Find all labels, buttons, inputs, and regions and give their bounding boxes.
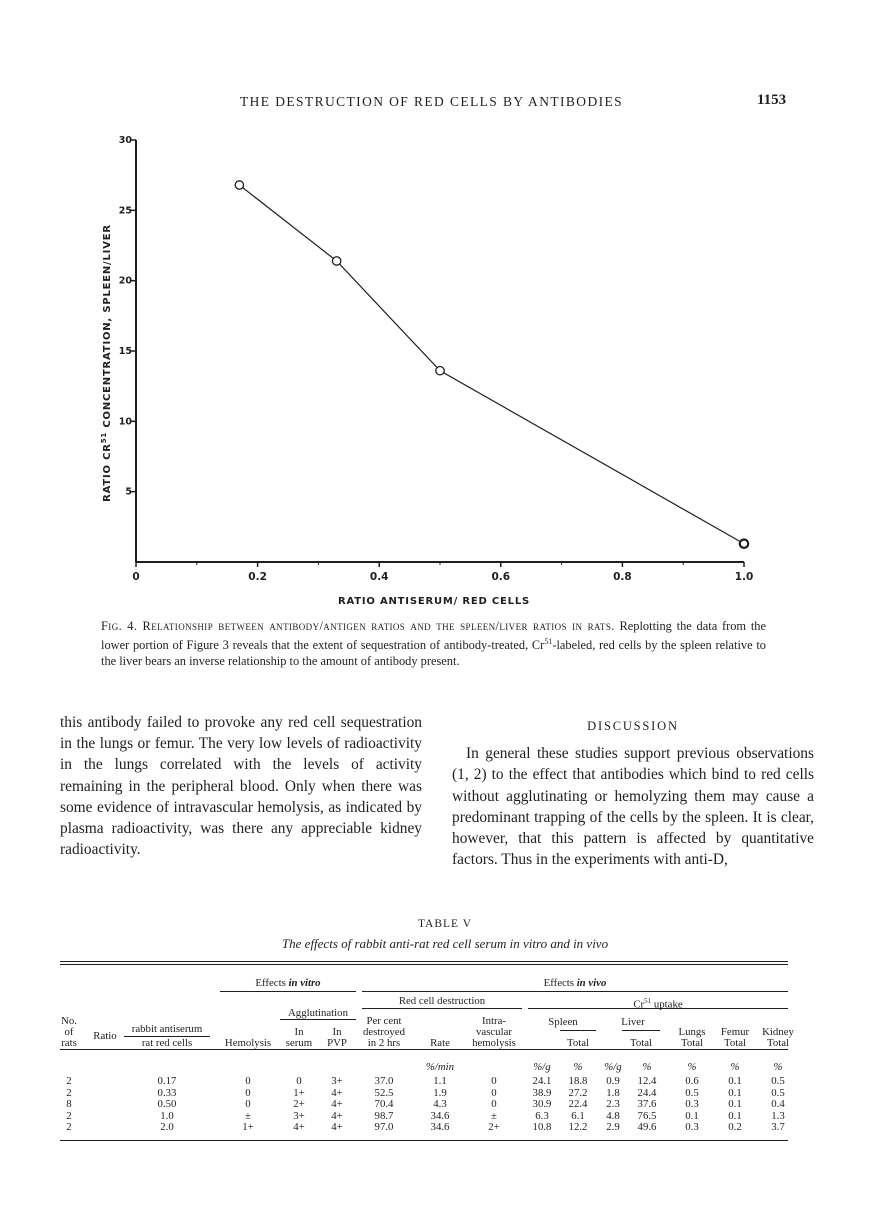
table-bottom-rule: [60, 1140, 788, 1141]
cell-spleen-per-g: 10.8: [532, 1121, 552, 1133]
cell-spleen-per-g: 38.9: [532, 1086, 552, 1099]
y-tick-label: 5: [125, 486, 132, 498]
cell-in-serum: 1+: [293, 1086, 305, 1099]
header-in-serum: [282, 1027, 316, 1049]
discussion-paragraph: In general these studies support previous observations (1, 2) to the effect that antibodies which bind to red cells without agglutinating or hemolyzing them may cause a predominant trapping of the cells by the spleen. It is clear, however, that this pattern is affected by quantitative factors. Thus in the experiments with anti-D,: [452, 745, 814, 869]
uptake-suffix: uptake: [651, 998, 683, 1011]
cell-in-serum: 2+: [293, 1098, 305, 1110]
header-red-cell-destruction: Red cell destruction: [398, 995, 486, 1007]
no-line-1: No.: [61, 1015, 77, 1027]
cell-spleen-total: 27.2: [568, 1086, 588, 1099]
cell-in-pvp: 4+: [331, 1098, 343, 1110]
unit-liver-g: %/g: [604, 1061, 622, 1073]
header-no-of-rats: [58, 1016, 80, 1049]
x-axis-label: RATIO ANTISERUM/ RED CELLS: [337, 596, 531, 607]
no-line-2: of: [64, 1026, 74, 1038]
cell-in-pvp: 4+: [331, 1121, 343, 1133]
cell-spleen-total: 18.8: [568, 1075, 588, 1087]
x-tick-label: 0.2: [248, 571, 267, 583]
y-tick-label: 10: [118, 416, 132, 428]
header-hemolysis: Hemolysis: [224, 1037, 272, 1049]
header-ratio-numerator: rabbit antiserum: [131, 1023, 203, 1035]
x-tick-label: 0: [132, 571, 140, 583]
figure-caption: [101, 618, 766, 669]
cell-ratio: 1.0: [160, 1109, 174, 1122]
right-column: [452, 712, 814, 870]
cell-femur-total: 0.1: [728, 1086, 742, 1099]
cell-kidney-total: 0.5: [771, 1075, 785, 1087]
cell-spleen-per-g: 6.3: [535, 1109, 549, 1122]
cell-spleen-per-g: 24.1: [532, 1075, 552, 1087]
cell-lungs-total: 0.3: [685, 1098, 699, 1110]
unit-spleen-total: %: [573, 1061, 583, 1073]
cell-liver-per-g: 1.8: [606, 1086, 620, 1099]
destroyed-line-2: destroyed: [363, 1026, 405, 1038]
kidney-line-2: Total: [766, 1037, 790, 1049]
cell-spleen-total: 12.2: [568, 1121, 588, 1133]
header-ratio-denominator: rat red cells: [141, 1037, 193, 1049]
unit-kidney: %: [773, 1061, 783, 1073]
cell-rate: 4.3: [433, 1098, 447, 1110]
cell-in-serum: 4+: [293, 1121, 305, 1133]
header-kidney: [758, 1027, 798, 1049]
x-tick-label: 0.8: [613, 571, 632, 583]
cell-in-pvp: 4+: [331, 1086, 343, 1099]
cell-intravascular: ±: [491, 1109, 497, 1122]
cell-spleen-total: 22.4: [568, 1098, 588, 1110]
header-in-vivo: [362, 978, 788, 989]
cell-liver-total: 76.5: [637, 1109, 657, 1122]
data-point: [740, 540, 748, 548]
cell-femur-total: 0.1: [728, 1098, 742, 1110]
cell-liver-total: 24.4: [637, 1086, 657, 1099]
cell-kidney-total: 3.7: [771, 1121, 785, 1133]
data-point: [235, 181, 243, 189]
header-liver-total: Total: [629, 1037, 653, 1049]
cell-spleen-total: 6.1: [571, 1109, 585, 1122]
uptake-sup: 51: [644, 997, 652, 1005]
cell-rate: 1.1: [433, 1075, 447, 1087]
cell-in-pvp: 4+: [331, 1109, 343, 1122]
in-vitro-rule: [220, 991, 356, 992]
header-per-cent-destroyed: [358, 1016, 410, 1049]
femur-line-1: Femur: [720, 1026, 750, 1038]
header-ratio: Ratio: [93, 1030, 117, 1042]
cell-hemolysis: 0: [245, 1075, 251, 1087]
cell-ratio: 2.0: [160, 1121, 174, 1133]
header-intravascular: [466, 1016, 522, 1049]
cell-kidney-total: 0.5: [771, 1086, 785, 1099]
cell-hemolysis: ±: [245, 1109, 251, 1122]
in-serum-line-1: In: [294, 1026, 304, 1038]
destroyed-line-3: in 2 hrs: [367, 1037, 401, 1049]
cell-no-of-rats: 8: [66, 1098, 72, 1110]
cell-intravascular: 0: [491, 1086, 497, 1099]
unit-spleen-g: %/g: [533, 1061, 551, 1073]
cell-per-cent-destroyed: 70.4: [374, 1098, 394, 1110]
left-column-text: this antibody failed to provoke any red cell sequestration in the lungs or femur. The very low levels of radioactivity in the lungs correlated with the levels of activity remaining in the peripheral blood. Only when there was some evidence of intravascular hemolysis, as indicated by plasma radioactivity, was there any appreciable kidney radioactivity.: [60, 714, 422, 859]
unit-lungs: %: [687, 1061, 697, 1073]
header-bottom-rule: [60, 1049, 788, 1050]
header-in-pvp: [320, 1027, 354, 1049]
in-vivo-prefix: Effects: [543, 977, 577, 989]
cell-per-cent-destroyed: 98.7: [374, 1109, 394, 1122]
unit-rate: %/min: [425, 1061, 455, 1073]
in-vitro-prefix: Effects: [255, 977, 289, 989]
intravascular-line-2: vascular: [476, 1026, 512, 1038]
cell-lungs-total: 0.6: [685, 1075, 699, 1087]
cell-per-cent-destroyed: 52.5: [374, 1086, 394, 1099]
in-pvp-line-2: PVP: [327, 1037, 347, 1049]
uptake-prefix: Cr: [633, 998, 645, 1011]
cell-intravascular: 0: [491, 1098, 497, 1110]
caption-body-after: -labeled, red cells by the spleen relative to the liver bears an inverse relationship to the amount of antibody present.: [101, 638, 767, 669]
in-pvp-line-1: In: [332, 1026, 342, 1038]
intravascular-line-1: Intra-: [482, 1015, 506, 1027]
data-line: [239, 185, 744, 544]
in-vivo-rule: [362, 991, 788, 992]
cell-femur-total: 0.1: [728, 1075, 742, 1087]
no-line-3: rats: [61, 1037, 77, 1049]
header-rate: Rate: [430, 1037, 450, 1049]
cell-liver-total: 49.6: [637, 1121, 657, 1133]
in-vivo-em: in vivo: [576, 977, 607, 989]
cell-kidney-total: 0.4: [771, 1098, 785, 1110]
caption-label: Fig. 4. Relationship between antibody/antigen ratios and the spleen/liver ratios in rats.: [101, 619, 615, 633]
cell-liver-per-g: 2.9: [606, 1121, 620, 1133]
header-lungs: [672, 1027, 712, 1049]
table-title: The effects of rabbit anti-rat red cell serum in vitro and in vivo: [281, 936, 609, 951]
unit-liver-total: %: [642, 1061, 652, 1073]
caption-body-before: Replotting the data from the lower portion of Figure 3 reveals that the extent of sequestration of antibody-treated, Cr: [101, 619, 766, 653]
running-head: THE DESTRUCTION OF RED CELLS BY ANTIBODIES: [240, 94, 624, 109]
x-tick-label: 0.4: [369, 571, 389, 583]
cell-lungs-total: 0.1: [685, 1109, 699, 1122]
x-tick-label: 0.6: [491, 571, 511, 583]
figure-4-chart: [96, 128, 776, 608]
header-femur: [714, 1027, 756, 1049]
in-vitro-em: in vitro: [288, 977, 321, 989]
cell-no-of-rats: 2: [66, 1121, 72, 1133]
discussion-heading: DISCUSSION: [587, 719, 679, 733]
y-axis-label: RATIO CR$^{51}$ CONCENTRATION, SPLEEN/LIVER: [100, 224, 113, 502]
cell-liver-total: 12.4: [637, 1075, 657, 1087]
agglutination-rule: [280, 1019, 356, 1020]
y-tick-label: 30: [118, 135, 132, 146]
in-serum-line-2: serum: [285, 1037, 313, 1049]
cell-intravascular: 2+: [488, 1121, 500, 1133]
cell-in-pvp: 3+: [331, 1075, 343, 1087]
kidney-line-1: Kidney: [762, 1026, 794, 1038]
cell-intravascular: 0: [491, 1075, 497, 1087]
cell-liver-per-g: 2.3: [606, 1098, 620, 1110]
table-top-rule: [60, 961, 788, 962]
lungs-line-2: Total: [680, 1037, 704, 1049]
femur-line-2: Total: [723, 1037, 747, 1049]
y-tick-label: 20: [118, 275, 132, 287]
data-point: [436, 366, 444, 374]
cell-rate: 34.6: [430, 1109, 450, 1122]
intravascular-line-3: hemolysis: [472, 1037, 516, 1049]
cell-no-of-rats: 2: [66, 1086, 72, 1099]
caption-superscript: 51: [544, 637, 553, 646]
cell-per-cent-destroyed: 37.0: [374, 1075, 394, 1087]
cell-femur-total: 0.1: [728, 1109, 742, 1122]
cell-kidney-total: 1.3: [771, 1109, 785, 1122]
page-number: 1153: [757, 92, 787, 108]
cell-lungs-total: 0.3: [685, 1121, 699, 1133]
table-label: TABLE V: [417, 918, 473, 930]
cell-liver-total: 37.6: [637, 1098, 657, 1110]
cell-hemolysis: 0: [245, 1098, 251, 1110]
destroyed-line-1: Per cent: [366, 1015, 402, 1027]
cell-ratio: 0.50: [157, 1098, 177, 1110]
header-in-vitro: [220, 978, 356, 989]
cell-femur-total: 0.2: [728, 1121, 742, 1133]
cell-per-cent-destroyed: 97.0: [374, 1121, 394, 1133]
header-liver: Liver: [621, 1016, 645, 1028]
cell-no-of-rats: 2: [66, 1109, 72, 1122]
cell-rate: 34.6: [430, 1121, 450, 1133]
data-point: [332, 257, 340, 265]
unit-femur: %: [730, 1061, 740, 1073]
cell-rate: 1.9: [433, 1086, 447, 1099]
cell-spleen-per-g: 30.9: [532, 1098, 552, 1110]
cell-ratio: 0.17: [157, 1075, 177, 1087]
destruction-rule: [362, 1008, 522, 1009]
cell-ratio: 0.33: [157, 1086, 177, 1099]
y-tick-label: 15: [118, 346, 132, 357]
header-cr51-uptake: [528, 996, 788, 1011]
cell-in-serum: 3+: [293, 1109, 305, 1122]
cell-hemolysis: 0: [245, 1086, 251, 1099]
header-spleen: Spleen: [548, 1016, 578, 1028]
header-spleen-total: Total: [566, 1037, 590, 1049]
cell-lungs-total: 0.5: [685, 1086, 699, 1099]
table-top-rule-2: [60, 964, 788, 965]
header-agglutination: Agglutination: [288, 1007, 348, 1019]
cell-hemolysis: 1+: [242, 1121, 254, 1133]
cell-in-serum: 0: [296, 1075, 302, 1087]
cell-liver-per-g: 0.9: [606, 1075, 620, 1087]
y-tick-label: 25: [118, 205, 132, 217]
liver-total-rule: [622, 1030, 660, 1031]
cell-liver-per-g: 4.8: [606, 1109, 620, 1122]
cell-no-of-rats: 2: [66, 1075, 72, 1087]
lungs-line-1: Lungs: [678, 1026, 706, 1038]
x-tick-label: 1.0: [734, 571, 754, 583]
spleen-total-rule: [560, 1030, 596, 1031]
